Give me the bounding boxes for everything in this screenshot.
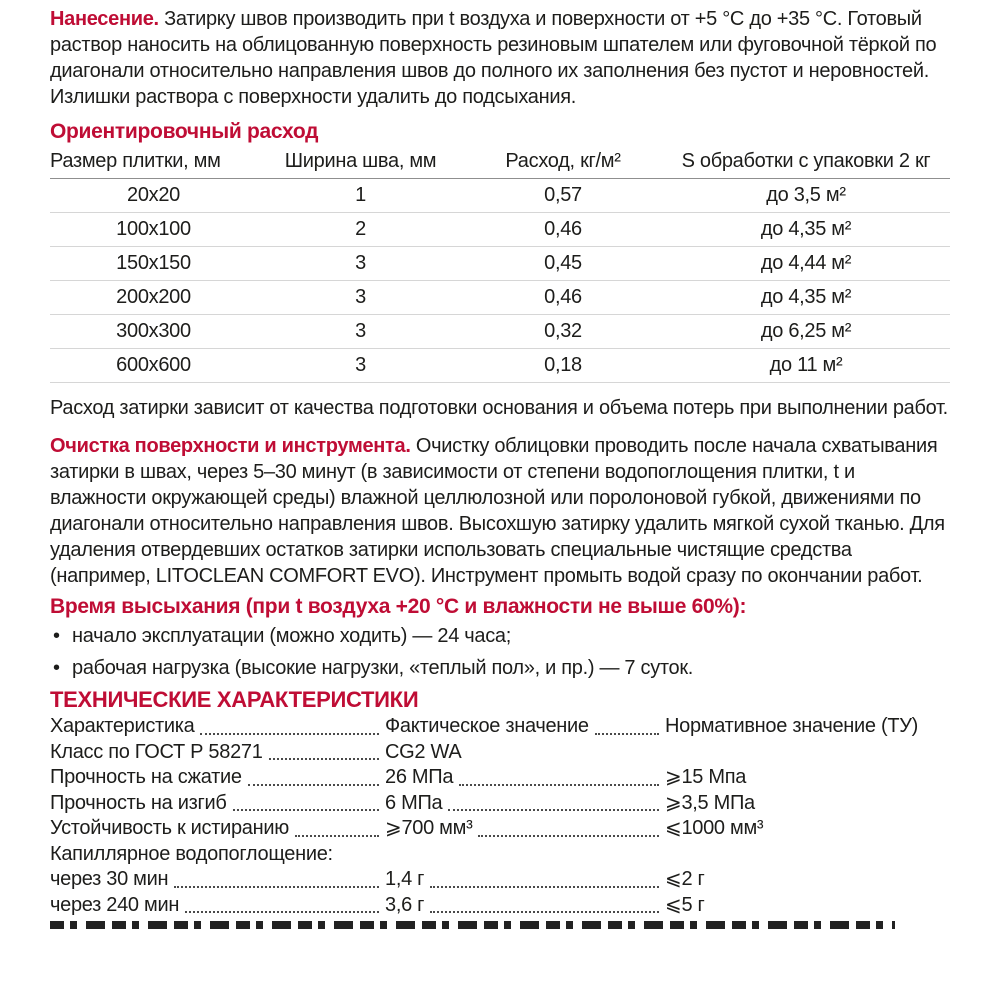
- consumption-table: [50, 150, 950, 383]
- table-row: [50, 213, 950, 247]
- table-cell: до 4,35 м²: [662, 281, 950, 315]
- tech-spec-norm-value: [665, 842, 950, 868]
- dot-leader: [459, 784, 659, 786]
- cleaning-paragraph: [50, 433, 950, 589]
- dot-leader: [233, 809, 380, 811]
- tech-spec-actual-value: 3,6 г: [385, 893, 425, 916]
- tech-spec-label: Характеристика: [50, 715, 195, 737]
- application-paragraph: [50, 6, 950, 110]
- tech-spec-row: [50, 765, 950, 791]
- table-cell: 3: [257, 281, 464, 315]
- tech-spec-row: [50, 791, 950, 817]
- table-cell: 3: [257, 315, 464, 349]
- application-heading: Нанесение.: [50, 8, 159, 30]
- drying-time-list: [50, 623, 950, 681]
- tech-spec-actual-value: CG2 WA: [385, 740, 462, 763]
- drying-time-title: Время высыхания (при t воздуха +20 °C и влажности не выше 60%):: [50, 595, 747, 618]
- consumption-table-body: [50, 179, 950, 383]
- table-cell: до 4,35 м²: [662, 213, 950, 247]
- table-cell: 0,46: [464, 281, 662, 315]
- dot-leader: [595, 733, 659, 735]
- table-cell: 3: [257, 247, 464, 281]
- tech-spec-norm-value: ⩽2 г: [665, 868, 705, 890]
- dot-leader: [269, 758, 379, 760]
- table-cell: 600x600: [50, 349, 257, 383]
- tech-spec-label: Прочность на сжатие: [50, 766, 242, 788]
- cleaning-text: Очистку облицовки проводить после начала схватывания затирки в швах, через 5–30 минут (в зависимости от степени водопоглощения плитки, t и влажности окружающей среды) влажной целлюлозной или поролоновой губкой, движениями по диагонали относительно направления швов. Высохшую затирку удалить мягкой сухой тканью. Для удаления отвердевших остатков затирки использовать специальные чистящие средства (например, LITOCLEAN COMFORT EVO). Инструмент промыть водой сразу по окончании работ.: [50, 435, 945, 587]
- tech-spec-row: [50, 867, 950, 893]
- column-header-tile-size: Размер плитки, мм: [50, 150, 257, 179]
- table-cell: 20x20: [50, 179, 257, 213]
- table-cell: 0,57: [464, 179, 662, 213]
- tech-spec-actual-value: 26 МПа: [385, 766, 454, 788]
- dot-leader: [185, 911, 379, 913]
- table-cell: 2: [257, 213, 464, 247]
- consumption-title: Ориентировочный расход: [50, 120, 319, 143]
- table-cell: до 11 м²: [662, 349, 950, 383]
- dot-leader: [430, 911, 659, 913]
- tech-spec-label: Устойчивость к истиранию: [50, 817, 289, 839]
- table-cell: 0,18: [464, 349, 662, 383]
- table-row: [50, 247, 950, 281]
- tech-spec-label: через 30 мин: [50, 868, 169, 890]
- tech-spec-norm-value: ⩾15 Мпа: [665, 766, 747, 788]
- table-cell: 3: [257, 349, 464, 383]
- tech-spec-norm-value: Нормативное значение (ТУ): [665, 715, 919, 737]
- application-text: Затирку швов производить при t воздуха и поверхности от +5 °C до +35 °C. Готовый раствор наносить на облицованную поверхность резиновым шпателем или фуговочной тёркой по диагонали относительно направления швов до полного их заполнения без пустот и неровностей. Излишки раствора с поверхности удалить до подсыхания.: [50, 8, 937, 108]
- tech-spec-row: [50, 842, 950, 868]
- tech-specs-table: [50, 714, 950, 918]
- table-cell: до 3,5 м²: [662, 179, 950, 213]
- tech-spec-norm-value: [665, 740, 950, 766]
- table-cell: до 4,44 м²: [662, 247, 950, 281]
- column-header-consumption: Расход, кг/м²: [464, 150, 662, 179]
- table-cell: 300x300: [50, 315, 257, 349]
- tech-spec-label: Класс по ГОСТ Р 58271: [50, 740, 263, 763]
- tech-spec-row: [50, 816, 950, 842]
- consumption-note: Расход затирки зависит от качества подготовки основания и объема потерь при выполнении работ.: [50, 397, 948, 419]
- tech-spec-label: Прочность на изгиб: [50, 791, 227, 814]
- dot-leader: [248, 784, 379, 786]
- dot-leader: [174, 886, 379, 888]
- cleaning-heading: Очистка поверхности и инструмента.: [50, 435, 411, 457]
- table-cell: до 6,25 м²: [662, 315, 950, 349]
- dot-leader: [478, 835, 659, 837]
- consumption-table-header-row: [50, 150, 950, 179]
- column-header-joint-width: Ширина шва, мм: [257, 150, 464, 179]
- dot-leader: [448, 809, 659, 811]
- tech-spec-norm-value: ⩾3,5 МПа: [665, 791, 755, 814]
- tech-spec-actual-value: Фактическое значение: [385, 715, 589, 737]
- tech-spec-norm-value: ⩽5 г: [665, 893, 705, 916]
- tech-spec-actual-value: ⩾700 мм³: [385, 817, 473, 839]
- table-cell: 1: [257, 179, 464, 213]
- table-cell: 100x100: [50, 213, 257, 247]
- dot-leader: [200, 733, 379, 735]
- table-cell: 0,45: [464, 247, 662, 281]
- tech-specs-title: ТЕХНИЧЕСКИЕ ХАРАКТЕРИСТИКИ: [50, 687, 419, 712]
- tech-spec-row: [50, 893, 950, 919]
- tech-spec-actual-value: 1,4 г: [385, 868, 425, 890]
- table-row: [50, 281, 950, 315]
- dot-leader: [430, 886, 659, 888]
- table-row: [50, 315, 950, 349]
- dot-leader: [295, 835, 379, 837]
- list-item: • рабочая нагрузка (высокие нагрузки, «теплый пол», и пр.) — 7 суток.: [50, 655, 950, 681]
- table-cell: 200x200: [50, 281, 257, 315]
- table-row: [50, 179, 950, 213]
- tech-spec-row: [50, 714, 950, 740]
- tech-spec-label: Капиллярное водопоглощение:: [50, 842, 333, 865]
- table-row: [50, 349, 950, 383]
- table-cell: 0,46: [464, 213, 662, 247]
- table-cell: 150x150: [50, 247, 257, 281]
- cropped-text-line: [50, 921, 895, 929]
- column-header-coverage: S обработки с упаковки 2 кг: [662, 150, 950, 179]
- tech-spec-actual-value: 6 МПа: [385, 791, 443, 814]
- tech-spec-label: через 240 мин: [50, 893, 180, 916]
- table-cell: 0,32: [464, 315, 662, 349]
- tech-spec-row: [50, 740, 950, 766]
- tech-spec-norm-value: ⩽1000 мм³: [665, 817, 764, 839]
- list-item: • начало эксплуатации (можно ходить) — 24 часа;: [50, 623, 950, 649]
